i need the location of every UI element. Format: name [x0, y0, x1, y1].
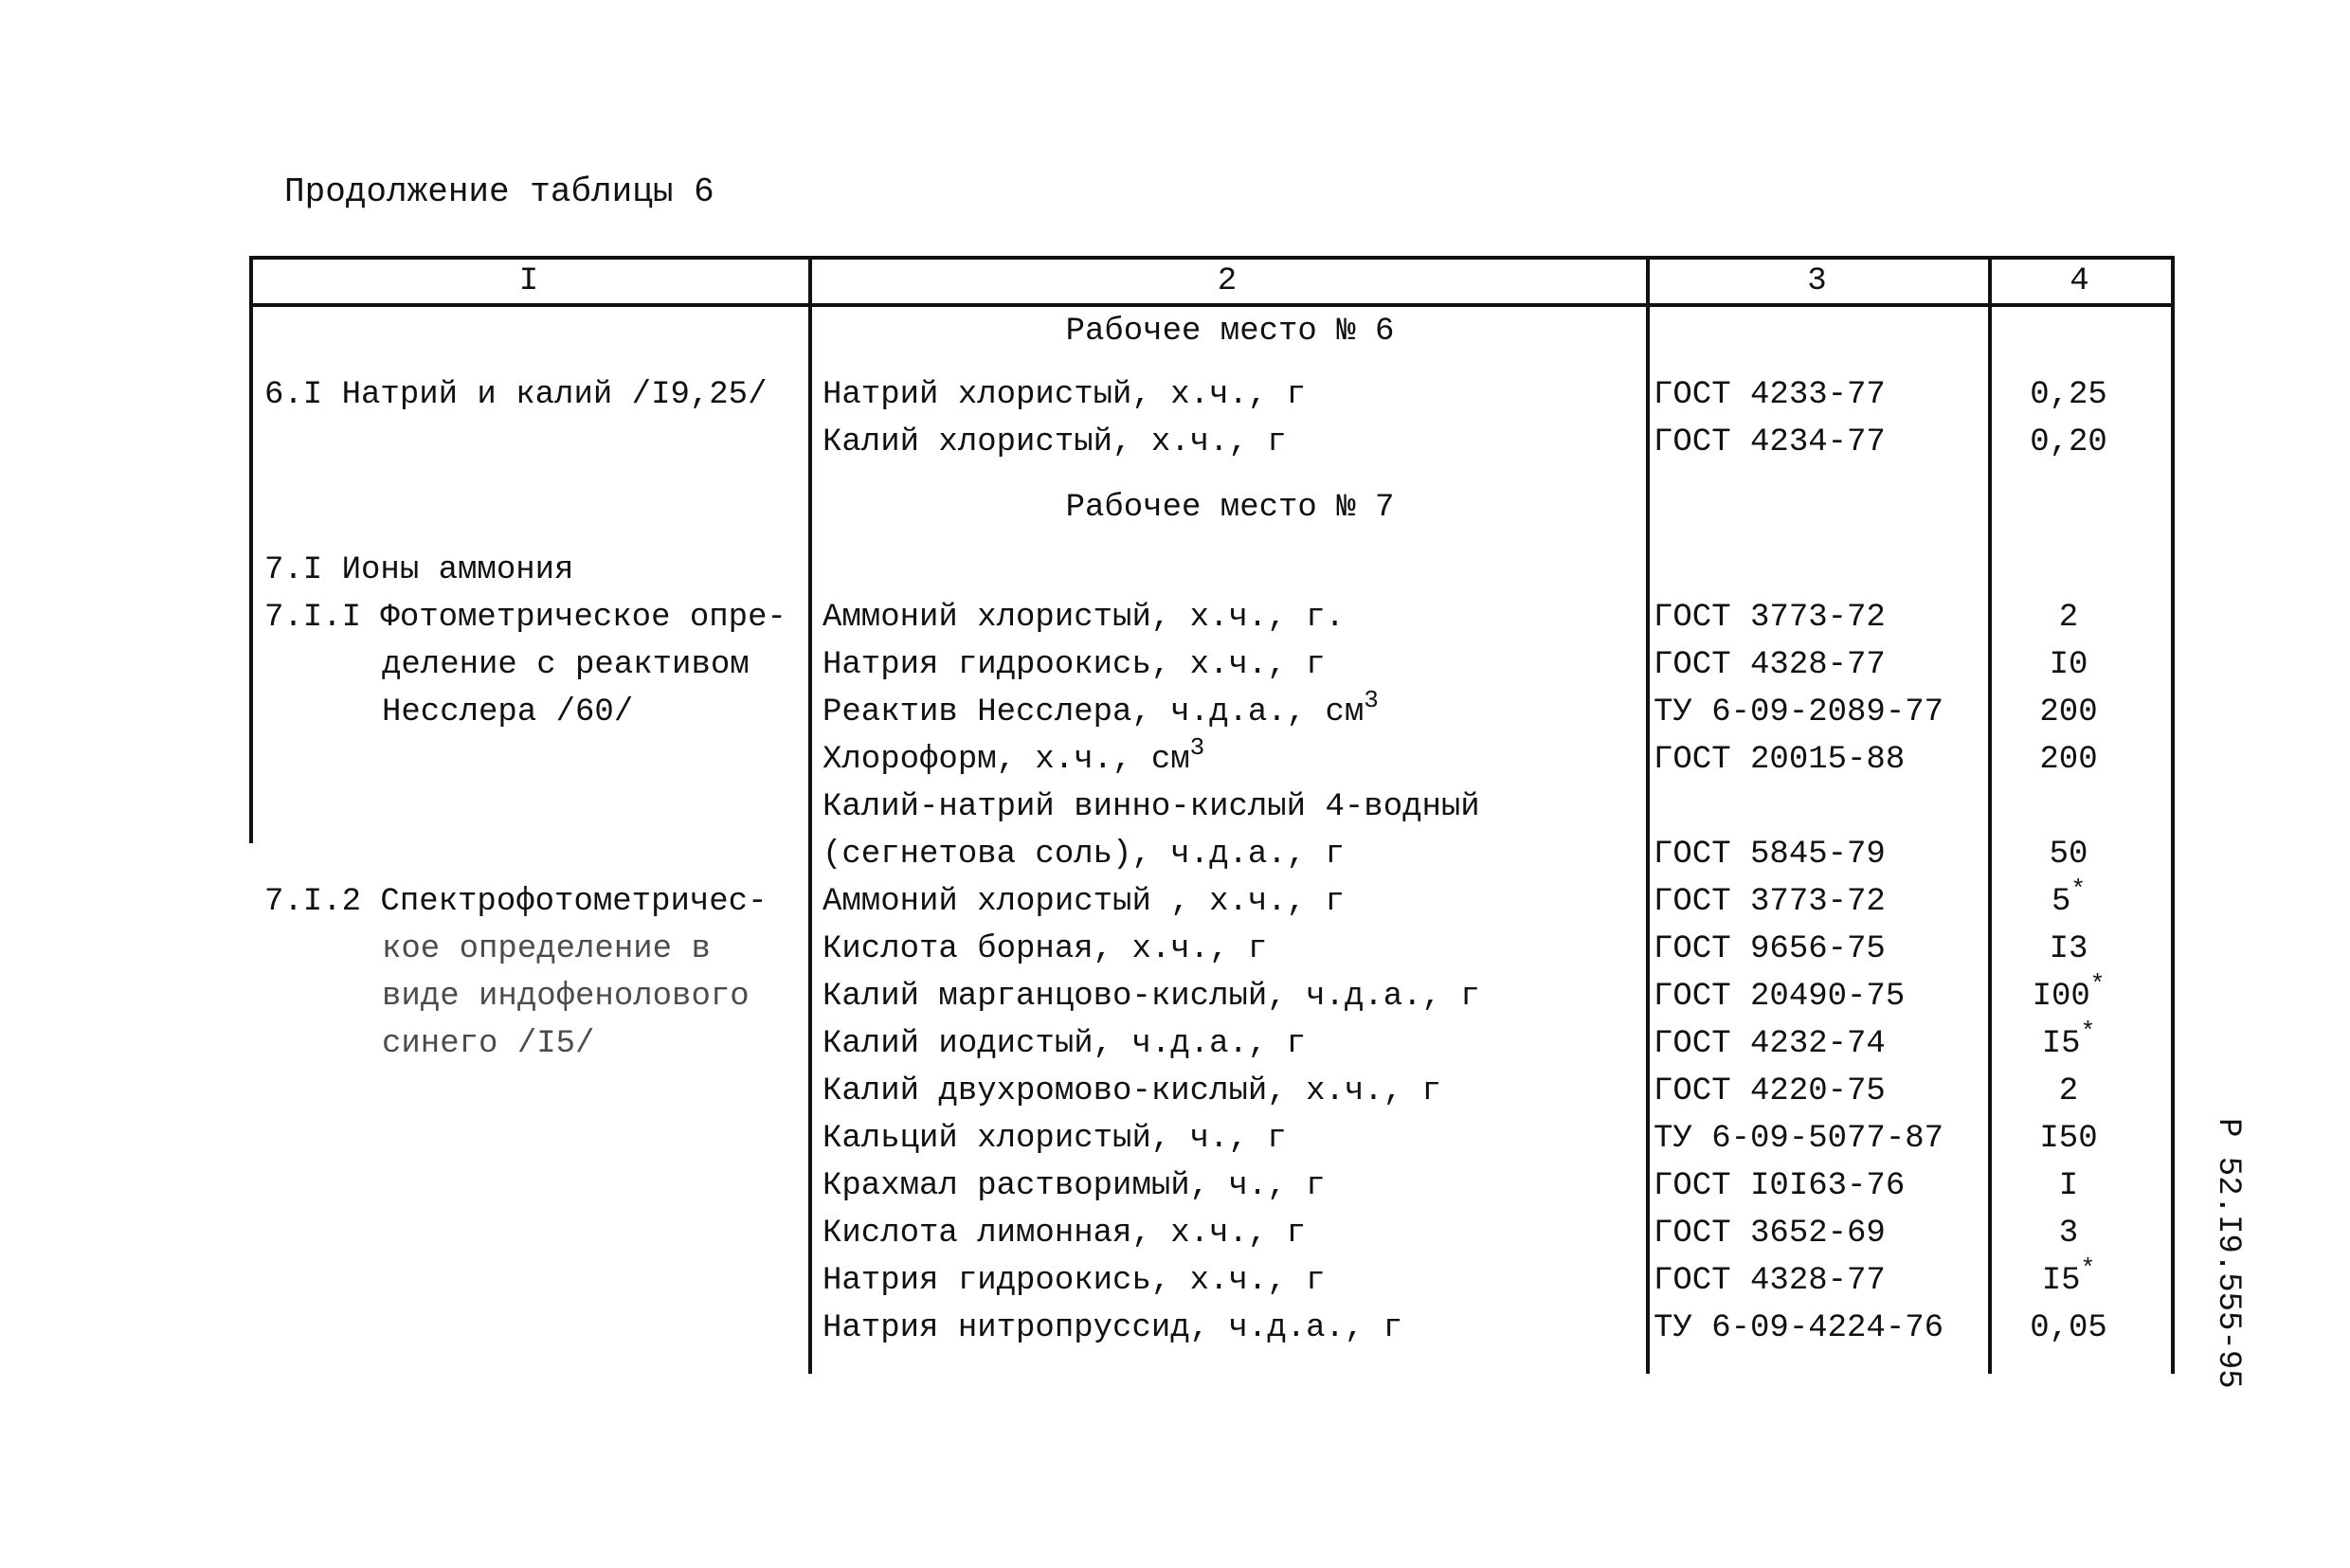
- reagent-standard: ГОСТ 9656-75: [1654, 931, 1886, 967]
- reagent-name: Натрия гидроокись, х.ч., г: [822, 647, 1326, 683]
- amount-value: 5: [2051, 884, 2071, 920]
- reagent-name: Крахмал растворимый, ч., г: [822, 1168, 1326, 1204]
- method-7-1-2-line1: 7.I.2 Спектрофотометричес-: [264, 884, 768, 920]
- reagent-amount: [1998, 970, 2140, 1016]
- reagent-standard: ГОСТ 4220-75: [1654, 1073, 1886, 1109]
- header-col-1: I: [518, 263, 539, 299]
- reagent-amount: [1998, 875, 2140, 921]
- table-caption: Продолжение таблицы 6: [284, 172, 714, 211]
- analyte-6-1: 6.I Натрий и калий /I9,25/: [264, 377, 768, 413]
- reagent-name: (сегнетова соль), ч.д.а., г: [822, 837, 1345, 873]
- reagent-amount: 2: [2058, 1073, 2079, 1109]
- section-heading-workplace-7: Рабочее место № 7: [1065, 490, 1395, 526]
- col-divider-3: [1988, 256, 1992, 1374]
- reagent-amount: 200: [2039, 742, 2098, 778]
- reagent-name: Калий иодистый, ч.д.а., г: [822, 1026, 1307, 1062]
- method-7-1-2-line4: синего /I5/: [382, 1026, 595, 1062]
- header-col-2: 2: [1217, 263, 1238, 299]
- reagent-amount: 2: [2058, 600, 2079, 636]
- reagent-standard: ГОСТ 20015-88: [1654, 742, 1906, 778]
- header-bottom-border: [249, 303, 2175, 307]
- reagent-standard: ТУ 6-09-2089-77: [1654, 694, 1944, 730]
- reagent-standard: ТУ 6-09-5077-87: [1654, 1121, 1944, 1157]
- reagent-name: Калий двухромово-кислый, х.ч., г: [822, 1073, 1441, 1109]
- reagent-standard: ГОСТ 5845-79: [1654, 837, 1886, 873]
- reagent-name: Кальций хлористый, ч., г: [822, 1121, 1287, 1157]
- method-7-1-1-line3: Несслера /60/: [382, 694, 634, 730]
- col-divider-2: [1646, 256, 1650, 1374]
- reagent-name-text: Реактив Несслера, ч.д.а., см: [822, 694, 1365, 730]
- reagent-standard: ГОСТ 20490-75: [1654, 979, 1906, 1015]
- header-col-3: 3: [1807, 263, 1827, 299]
- section-heading-workplace-6: Рабочее место № 6: [1065, 314, 1395, 350]
- reagent-name: Кислота борная, х.ч., г: [822, 931, 1268, 967]
- method-7-1-2-line2: кое определение в: [382, 931, 711, 967]
- reagent-name: [822, 733, 1205, 779]
- reagent-name: Натрия нитропруссид, ч.д.а., г: [822, 1310, 1403, 1346]
- reagent-name: [822, 686, 1379, 731]
- reagent-amount: I: [2058, 1168, 2079, 1204]
- amount-value: I5: [2041, 1263, 2081, 1299]
- reagent-amount: [1998, 1018, 2140, 1063]
- reagent-standard: ГОСТ 4328-77: [1654, 1263, 1886, 1299]
- reagent-name-text: Хлороформ, х.ч., см: [822, 742, 1190, 778]
- reagent-standard: ГОСТ I0I63-76: [1654, 1168, 1906, 1204]
- reagent-name: Калий хлористый, х.ч., г: [822, 424, 1287, 460]
- reagent-standard: ГОСТ 3773-72: [1654, 884, 1886, 920]
- table-left-border: [249, 256, 253, 843]
- amount-value: I5: [2041, 1026, 2081, 1062]
- reagents-table: [249, 256, 2175, 1374]
- col-divider-1: [808, 256, 812, 1374]
- footnote-mark: *: [2080, 1018, 2096, 1046]
- reagent-standard: ГОСТ 4232-74: [1654, 1026, 1886, 1062]
- reagent-name: Калий-натрий винно-кислый 4-водный: [822, 789, 1480, 825]
- header-col-4: 4: [2070, 263, 2089, 299]
- method-7-1-1-line2: деление с реактивом: [382, 647, 750, 683]
- footnote-mark: *: [2080, 1254, 2096, 1283]
- footnote-mark: *: [2070, 875, 2086, 904]
- analyte-7-1: 7.I Ионы аммония: [264, 552, 574, 588]
- reagent-standard: ГОСТ 3652-69: [1654, 1216, 1886, 1252]
- reagent-name: Калий марганцово-кислый, ч.д.а., г: [822, 979, 1480, 1015]
- amount-value: I00: [2032, 979, 2090, 1015]
- unit-exponent: 3: [1189, 733, 1205, 762]
- reagent-name: Натрий хлористый, х.ч., г: [822, 377, 1307, 413]
- reagent-amount: I3: [2049, 931, 2088, 967]
- reagent-name: Аммоний хлористый, х.ч., г.: [822, 600, 1345, 636]
- reagent-amount: 0,20: [2030, 424, 2107, 460]
- reagent-amount: [1998, 1254, 2140, 1300]
- footnote-mark: *: [2089, 970, 2106, 999]
- reagent-name: Натрия гидроокись, х.ч., г: [822, 1263, 1326, 1299]
- reagent-standard: ГОСТ 4234-77: [1654, 424, 1886, 460]
- reagent-amount: I50: [2039, 1121, 2098, 1157]
- method-7-1-1-line1: 7.I.I Фотометрическое опре-: [264, 600, 786, 636]
- reagent-amount: 0,05: [2030, 1310, 2107, 1346]
- document-code-label: Р 52.I9.555-95: [2210, 1118, 2246, 1389]
- reagent-standard: ГОСТ 4328-77: [1654, 647, 1886, 683]
- reagent-amount: 3: [2058, 1216, 2079, 1252]
- reagent-standard: ГОСТ 4233-77: [1654, 377, 1886, 413]
- reagent-amount: 50: [2049, 837, 2088, 873]
- method-7-1-2-line3: виде индофенолового: [382, 979, 750, 1015]
- reagent-amount: 0,25: [2030, 377, 2107, 413]
- reagent-standard: ГОСТ 3773-72: [1654, 600, 1886, 636]
- unit-exponent: 3: [1364, 686, 1379, 714]
- reagent-name: Аммоний хлористый , х.ч., г: [822, 884, 1345, 920]
- table-right-border: [2171, 256, 2175, 1374]
- reagent-standard: ТУ 6-09-4224-76: [1654, 1310, 1944, 1346]
- reagent-amount: I0: [2049, 647, 2088, 683]
- reagent-name: Кислота лимонная, х.ч., г: [822, 1216, 1307, 1252]
- reagent-amount: 200: [2039, 694, 2098, 730]
